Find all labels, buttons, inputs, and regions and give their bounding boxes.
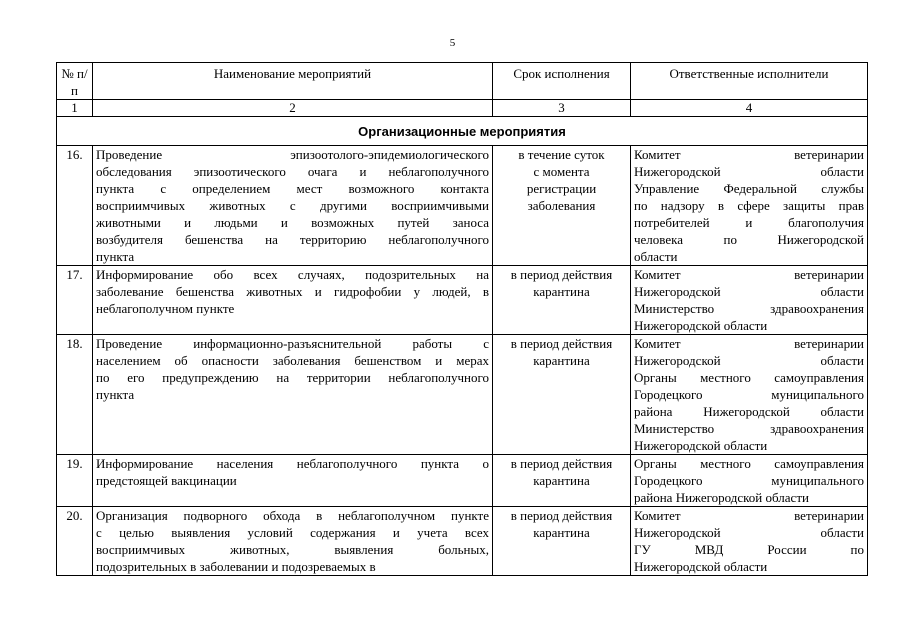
name-line: Проведение эпизоотолого-эпидемиологического [96,147,489,162]
row-number: 17. [57,266,93,335]
section-title: Организационные мероприятия [57,117,868,146]
name-line: неблагополучном пункте [96,301,235,316]
name-line: населением об опасности заболевания бешенством и мерах [96,353,489,368]
term-line: в период действия [510,336,613,351]
name-line: пункта [96,249,135,264]
term-line: карантина [533,353,590,368]
name-cell [93,266,493,335]
name-line: пункта [96,387,135,402]
term-cell [493,335,631,455]
resp-line: Министерство здравоохранения [634,301,864,316]
name-cell [93,455,493,507]
name-line: пункта с определением мест возможного контакта [96,181,489,196]
column-number: 1 [57,100,93,117]
term-line: регистрации [526,181,597,196]
resp-line: Нижегородской области [634,284,864,299]
resp-line: Нижегородской области [634,438,768,453]
term-cell [493,146,631,266]
term-line: в период действия [510,456,613,471]
name-line: животными и людьми и возможных путей заноса [96,215,489,230]
name-line: Информирование обо всех случаях, подозрительных на [96,267,489,282]
term-cell [493,266,631,335]
name-line: возбудителя бешенства на территорию неблагополучного [96,232,489,247]
name-cell [93,507,493,576]
resp-line: Городецкого муниципального [634,473,864,488]
name-line: Проведение информационно-разъяснительной работы с [96,336,489,351]
resp-line: Управление Федеральной службы [634,181,864,196]
resp-line: Органы местного самоуправления [634,456,864,471]
resp-cell [631,507,868,576]
term-cell [493,507,631,576]
term-cell [493,455,631,507]
column-number: 2 [93,100,493,117]
resp-line: Комитет ветеринарии [634,267,864,282]
header-num: № п/п [57,63,93,100]
name-line: предстоящей вакцинации [96,473,237,488]
resp-line: Нижегородской области [634,164,864,179]
term-line: заболевания [527,198,596,213]
table-row [57,146,868,266]
row-number: 16. [57,146,93,266]
row-number: 19. [57,455,93,507]
table-row [57,455,868,507]
column-number: 3 [493,100,631,117]
name-line: Организация подворного обхода в неблагополучном пункте [96,508,489,523]
name-cell [93,146,493,266]
column-number-row [57,100,868,117]
name-line: Информирование населения неблагополучного пункта о [96,456,489,471]
row-number: 20. [57,507,93,576]
term-line: карантина [533,473,590,488]
row-number: 18. [57,335,93,455]
name-line: восприимчивых животных с другими восприимчивыми [96,198,489,213]
term-line: карантина [533,284,590,299]
resp-line: Комитет ветеринарии [634,508,864,523]
resp-line: ГУ МВД России по [634,542,864,557]
resp-cell [631,455,868,507]
resp-cell [631,335,868,455]
resp-line: человека по Нижегородской [634,232,864,247]
resp-line: Нижегородской области [634,318,768,333]
column-number: 4 [631,100,868,117]
term-line: карантина [533,525,590,540]
resp-line: Городецкого муниципального [634,387,864,402]
section-row [57,117,868,146]
name-cell [93,335,493,455]
table-row [57,507,868,576]
table-header-row [57,63,868,100]
name-line: восприимчивых животных, выявления больных, [96,542,489,557]
resp-line: Нижегородской области [634,525,864,540]
resp-line: Министерство здравоохранения [634,421,864,436]
term-line: в период действия [510,267,613,282]
term-line: с момента [533,164,590,179]
resp-line: Нижегородской области [634,559,768,574]
name-line: подозрительных в заболевании и подозреваемых в [96,559,376,574]
term-line: в течение суток [518,147,605,162]
name-line: с целью выявления условий содержания и учета всех [96,525,489,540]
header-name: Наименование мероприятий [93,63,493,100]
resp-line: потребителей и благополучия [634,215,864,230]
resp-line: Органы местного самоуправления [634,370,864,385]
name-line: заболевание бешенства животных и гидрофобии у людей, в [96,284,489,299]
table-row [57,335,868,455]
resp-line: Комитет ветеринарии [634,336,864,351]
resp-line: района Нижегородской области [634,404,864,419]
page-number: 5 [449,37,456,49]
name-line: по его предупреждению на территории неблагополучного [96,370,489,385]
term-line: в период действия [510,508,613,523]
header-responsible: Ответственные исполнители [631,63,868,100]
header-term: Срок исполнения [493,63,631,100]
table-row [57,266,868,335]
resp-line: по надзору в сфере защиты прав [634,198,864,213]
name-line: обследования эпизоотического очага и неблагополучного [96,164,489,179]
resp-line: области [634,249,678,264]
resp-line: Нижегородской области [634,353,864,368]
resp-cell [631,146,868,266]
resp-line: района Нижегородской области [634,490,809,505]
resp-line: Комитет ветеринарии [634,147,864,162]
resp-cell [631,266,868,335]
measures-table [56,62,868,576]
